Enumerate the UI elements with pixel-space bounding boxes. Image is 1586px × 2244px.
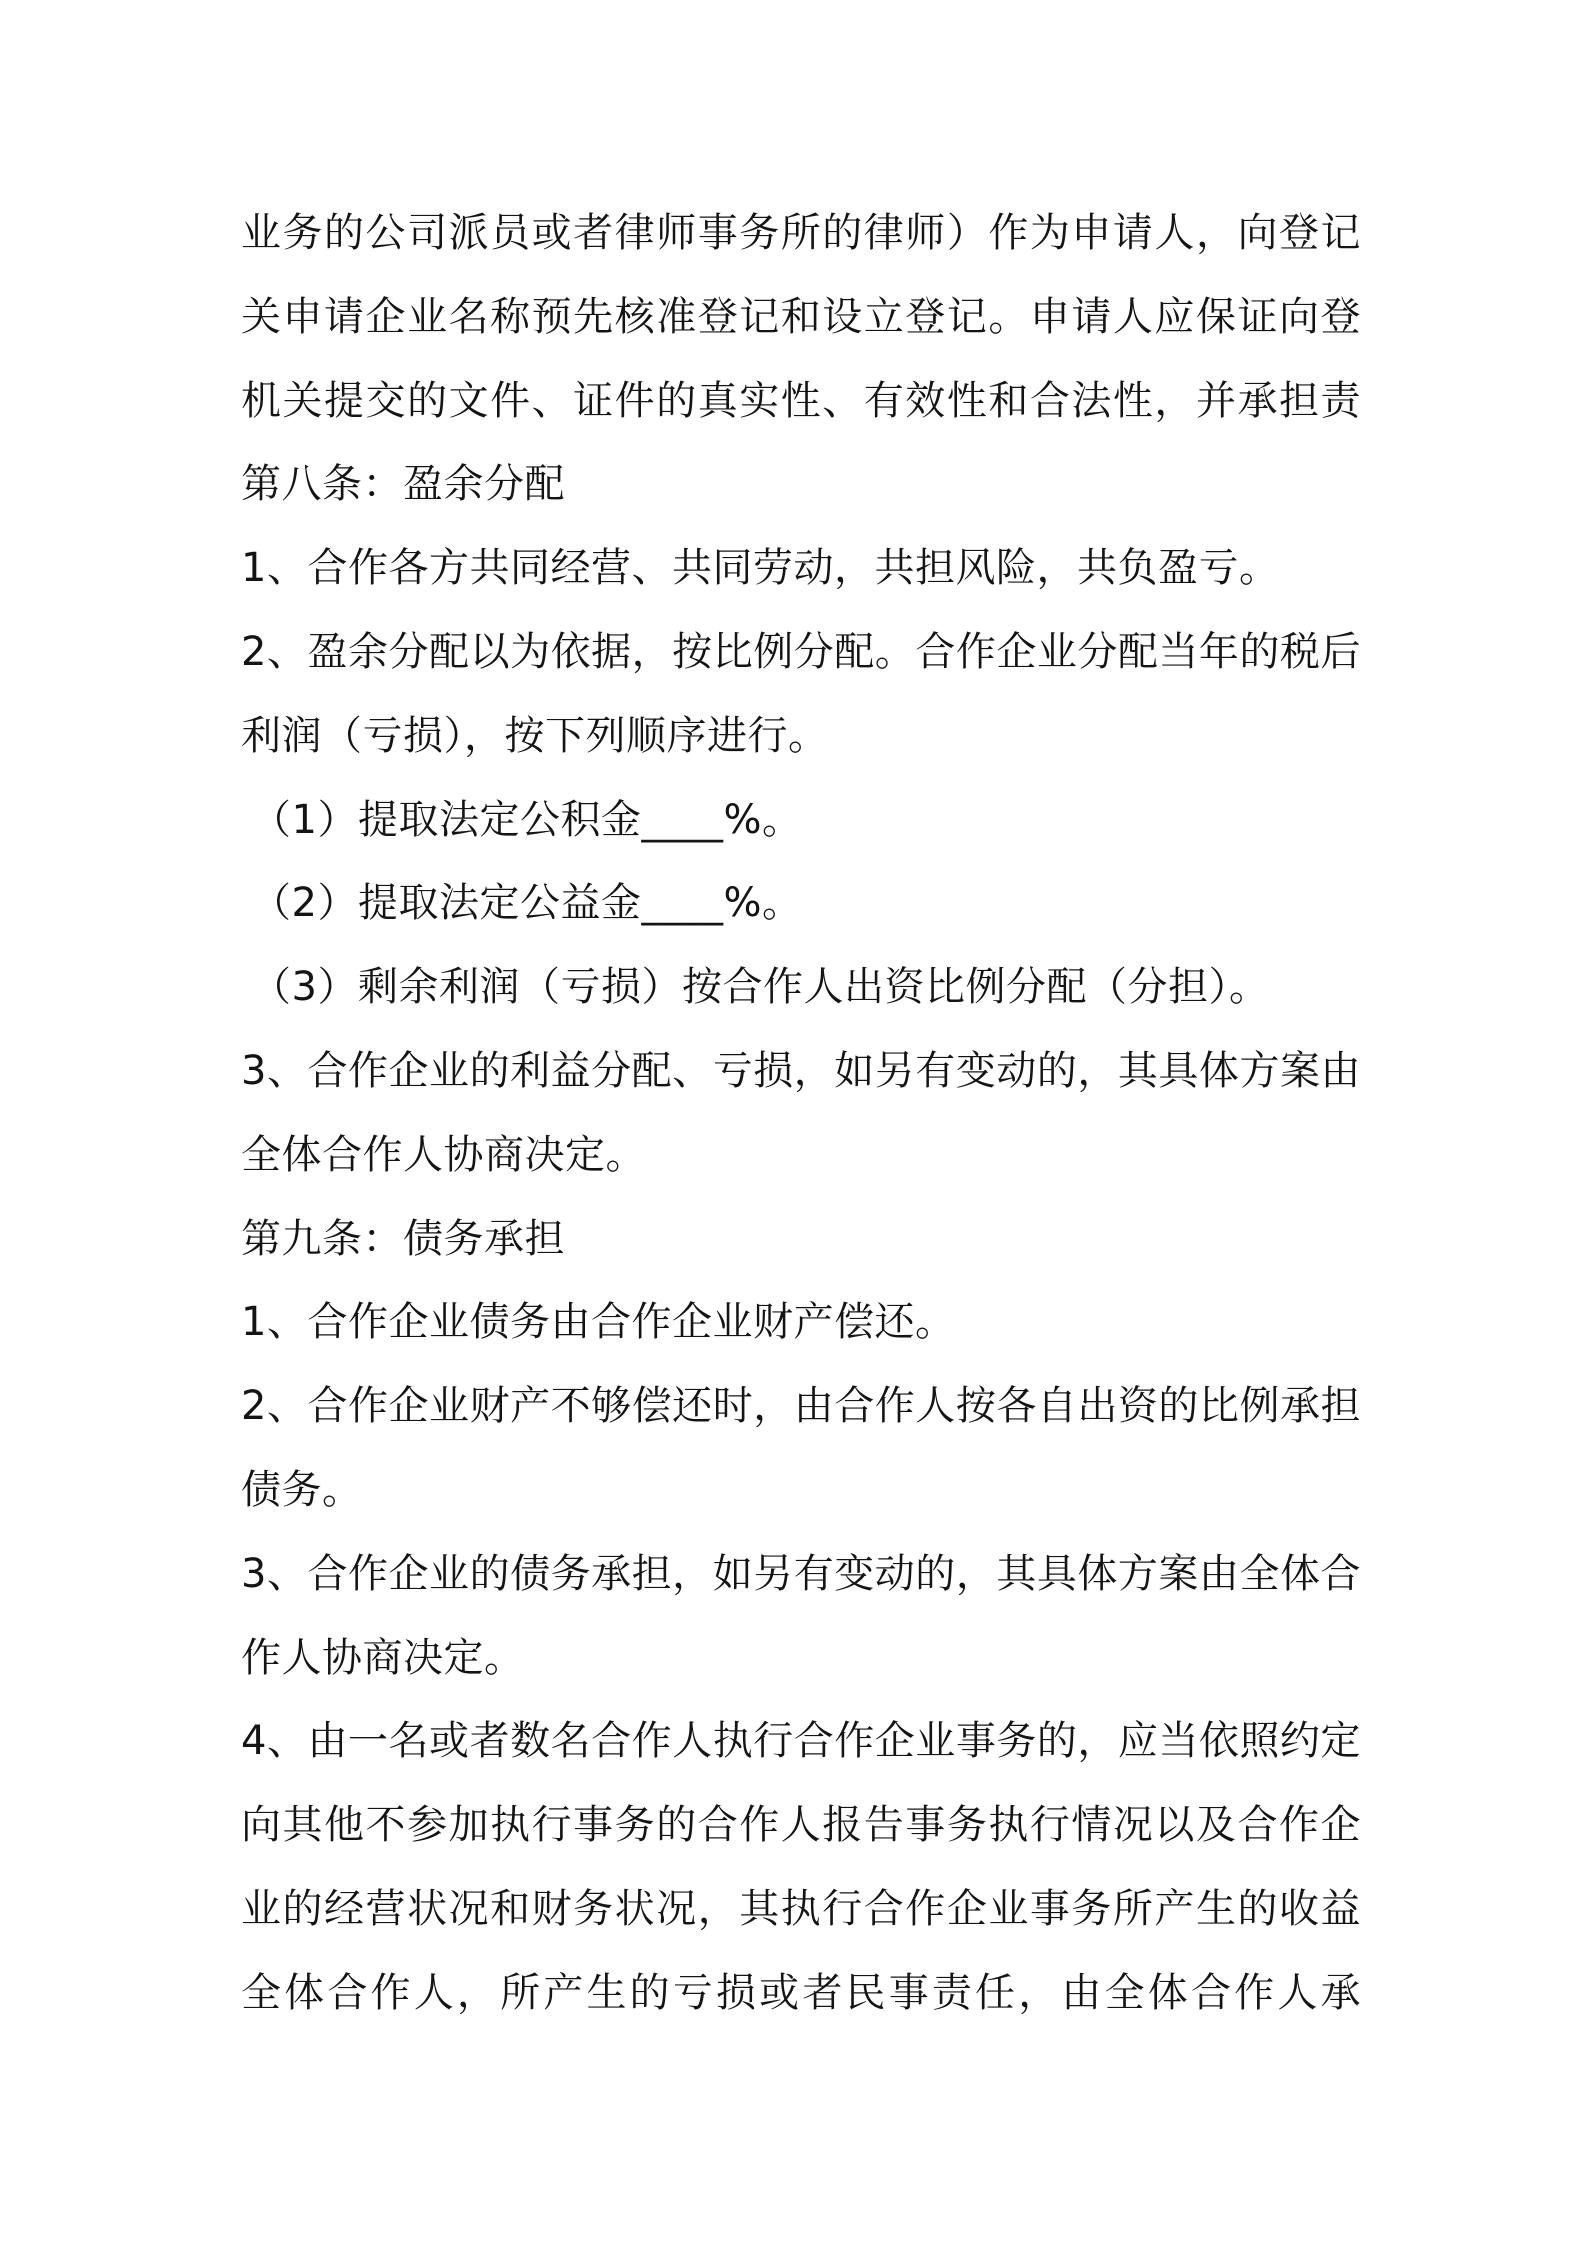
- text-line: 向其他不参加执行事务的合作人报告事务执行情况以及合作企: [241, 1802, 1361, 1849]
- list-item: 1、合作企业债务由合作企业财产偿还。: [241, 1299, 956, 1346]
- list-item: 2、合作企业财产不够偿还时，由合作人按各自出资的比例承担: [241, 1383, 1361, 1430]
- text-line: 业的经营状况和财务状况，其执行合作企业事务所产生的收益: [241, 1885, 1361, 1932]
- text-line: 业务的公司派员或者律师事务所的律师）作为申请人，向登记: [241, 210, 1361, 256]
- list-item: 4、由一名或者数名合作人执行合作企业事务的，应当依照约定: [241, 1718, 1361, 1765]
- text-line: 全体合作人协商决定。: [241, 1131, 646, 1178]
- text-line: 利润（亏损），按下列顺序进行。: [241, 712, 829, 759]
- sub-list-item: （2）提取法定公益金____%。: [251, 880, 803, 927]
- list-item: 2、盈余分配以为依据，按比例分配。合作企业分配当年的税后: [241, 628, 1361, 675]
- list-item: 1、合作各方共同经营、共同劳动，共担风险，共负盈亏。: [241, 545, 1280, 592]
- text-line: 机关提交的文件、证件的真实性、有效性和合法性，并承担责: [241, 377, 1361, 424]
- text-line: 作人协商决定。: [241, 1634, 525, 1681]
- text-line: 关申请企业名称预先核准登记和设立登记。申请人应保证向登: [241, 293, 1361, 340]
- sub-list-item: （3）剩余利润（亏损）按合作人出资比例分配（分担）。: [251, 964, 1270, 1011]
- document-body: [241, 192, 1361, 2036]
- list-item: 3、合作企业的利益分配、亏损，如另有变动的，其具体方案由: [241, 1047, 1361, 1094]
- text-line: 全体合作人，所产生的亏损或者民事责任，由全体合作人承: [241, 1969, 1361, 2016]
- section-heading: 第八条：盈余分配: [241, 461, 565, 508]
- sub-list-item: （1）提取法定公积金____%。: [251, 796, 803, 843]
- text-line: 债务。: [241, 1466, 363, 1513]
- section-heading: 第九条：债务承担: [241, 1215, 565, 1262]
- list-item: 3、合作企业的债务承担，如另有变动的，其具体方案由全体合: [241, 1550, 1361, 1597]
